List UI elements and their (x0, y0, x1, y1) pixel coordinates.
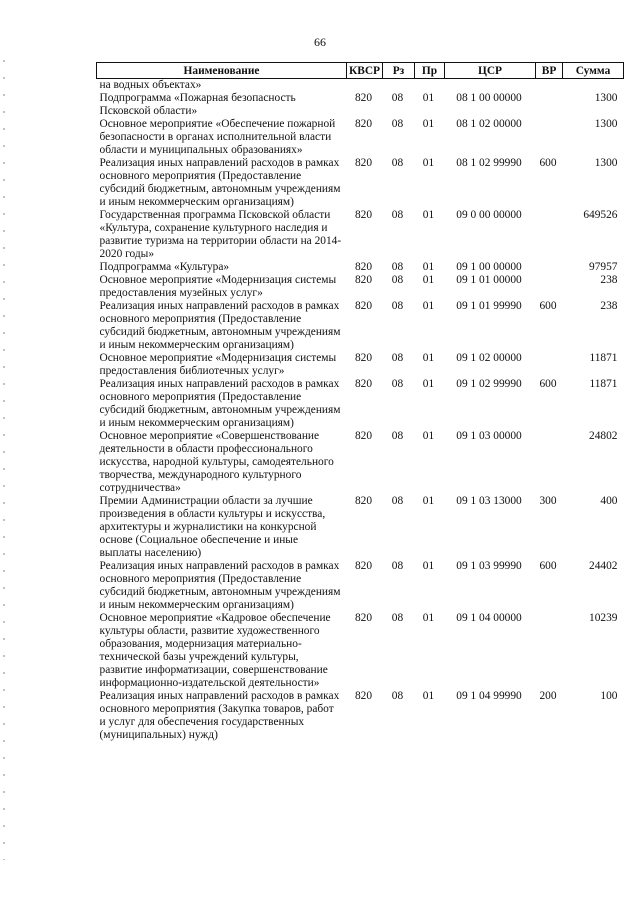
cell-pr (415, 79, 445, 93)
cell-pr: 01 (422, 92, 435, 104)
cell-name: Реализация иных направлений расходов в рамках основного мероприятия (Предоставление субсидий бюджетным, автономным учреждениям и иным некоммерческим организациям) (99, 157, 341, 208)
cell-rz: 08 (391, 690, 404, 702)
header-kvsr: КВСР (347, 63, 383, 79)
cell-name: Подпрограмма «Культура» (99, 261, 230, 273)
cell-csr: 09 0 00 00000 (456, 209, 522, 221)
cell-csr: 09 1 02 99990 (456, 378, 522, 390)
cell-rz: 08 (391, 612, 404, 624)
cell-sum: 400 (600, 495, 618, 507)
cell-pr: 01 (422, 690, 435, 702)
cell-vr (536, 261, 563, 274)
cell-name: Реализация иных направлений расходов в рамках основного мероприятия (Предоставление субсидий бюджетным, автономным учреждениям и иным некоммерческим организациям) (99, 560, 341, 611)
page-number: 66 (314, 35, 326, 49)
cell-vr (536, 118, 563, 157)
cell-vr: 600 (539, 560, 557, 572)
cell-rz (383, 79, 415, 93)
cell-csr: 09 1 04 99990 (456, 690, 522, 702)
table-header-row (97, 63, 624, 79)
header-sum: Сумма (563, 63, 624, 79)
header-name: Наименование (97, 63, 347, 79)
budget-table (96, 62, 624, 742)
cell-sum: 1300 (594, 118, 618, 130)
cell-csr: 09 1 02 00000 (456, 352, 522, 364)
cell-name: Реализация иных направлений расходов в рамках основного мероприятия (Закупка товаров, работ и услуг для обеспечения государственных (муниципальных) нужд) (99, 690, 340, 741)
cell-csr: 08 1 02 00000 (456, 118, 522, 130)
table-row (97, 560, 624, 612)
cell-vr (536, 352, 563, 378)
cell-name: Основное мероприятие «Модернизация системы предоставления библиотечных услуг» (99, 352, 337, 377)
table-row (97, 378, 624, 430)
cell-pr: 01 (422, 612, 435, 624)
table-row (97, 495, 624, 560)
cell-rz: 08 (391, 118, 404, 130)
cell-kvsr: 820 (354, 430, 373, 442)
cell-name: Основное мероприятие «Кадровое обеспечение культуры области, развитие художественного образования, модернизация материально-технической базы учреждений культуры, развитие информатизации, совершенствование информационно-издательской деятельности» (99, 612, 331, 689)
cell-kvsr: 820 (354, 352, 373, 364)
cell-pr: 01 (422, 378, 435, 390)
table-row (97, 352, 624, 378)
cell-name: Государственная программа Псковской области «Культура, сохранение культурного наследия и развитие туризма на территории области на 2014-2020 годы» (99, 209, 342, 260)
cell-kvsr: 820 (354, 495, 373, 507)
cell-vr (536, 92, 563, 118)
cell-kvsr: 820 (354, 300, 373, 312)
table-body (97, 79, 624, 743)
cell-vr (536, 274, 563, 300)
table-row (97, 79, 624, 93)
cell-name: Основное мероприятие «Обеспечение пожарной безопасности в органах исполнительной власти области и муниципальных образованиях» (99, 118, 336, 156)
cell-rz: 08 (391, 274, 404, 286)
cell-pr: 01 (422, 560, 435, 572)
cell-vr (536, 612, 563, 690)
cell-sum: 1300 (594, 92, 618, 104)
cell-kvsr: 820 (354, 157, 373, 169)
cell-pr: 01 (422, 300, 435, 312)
cell-name: на водных объектах» (99, 79, 202, 91)
cell-vr: 600 (539, 378, 557, 390)
cell-rz: 08 (391, 300, 404, 312)
cell-kvsr: 820 (354, 118, 373, 130)
cell-csr: 09 1 00 00000 (456, 261, 522, 273)
cell-csr: 09 1 04 00000 (456, 612, 522, 624)
table-row (97, 612, 624, 690)
cell-name: Премии Администрации области за лучшие произведения в области культуры и искусства, архитектуры и журналистики на конкурсной основе (Социальное обеспечение и иные выплаты населению) (99, 495, 326, 559)
cell-kvsr: 820 (354, 261, 373, 273)
cell-vr: 300 (539, 495, 557, 507)
cell-csr: 09 1 03 13000 (456, 495, 522, 507)
cell-rz: 08 (391, 560, 404, 572)
cell-name: Основное мероприятие «Модернизация системы предоставления музейных услуг» (99, 274, 337, 299)
cell-sum (563, 79, 624, 93)
table-row (97, 92, 624, 118)
cell-sum: 10239 (589, 612, 618, 624)
cell-sum: 24802 (589, 430, 618, 442)
cell-kvsr: 820 (354, 612, 373, 624)
table-row (97, 118, 624, 157)
table-row (97, 690, 624, 742)
cell-sum: 97957 (589, 261, 618, 273)
cell-sum: 238 (600, 300, 618, 312)
cell-sum: 1300 (594, 157, 618, 169)
cell-csr: 08 1 02 99990 (456, 157, 522, 169)
cell-kvsr: 820 (354, 209, 373, 221)
cell-rz: 08 (391, 352, 404, 364)
cell-pr: 01 (422, 118, 435, 130)
cell-name: Реализация иных направлений расходов в рамках основного мероприятия (Предоставление субсидий бюджетным, автономным учреждениям и иным некоммерческим организациям) (99, 300, 341, 351)
cell-csr: 08 1 00 00000 (456, 92, 522, 104)
cell-rz: 08 (391, 92, 404, 104)
cell-rz: 08 (391, 430, 404, 442)
header-rz: Рз (383, 63, 415, 79)
cell-kvsr (347, 79, 383, 93)
table-row (97, 300, 624, 352)
cell-sum: 24402 (589, 560, 618, 572)
cell-rz: 08 (391, 209, 404, 221)
cell-kvsr: 820 (354, 274, 373, 286)
cell-sum: 11871 (589, 352, 618, 364)
cell-sum: 100 (600, 690, 618, 702)
table-row (97, 274, 624, 300)
cell-kvsr: 820 (354, 690, 373, 702)
header-csr: ЦСР (445, 63, 536, 79)
cell-sum: 649526 (583, 209, 618, 221)
cell-sum: 11871 (589, 378, 618, 390)
cell-vr: 600 (539, 300, 557, 312)
cell-rz: 08 (391, 495, 404, 507)
cell-pr: 01 (422, 495, 435, 507)
table-row (97, 157, 624, 209)
cell-kvsr: 820 (354, 560, 373, 572)
cell-vr (536, 79, 563, 93)
cell-sum: 238 (600, 274, 618, 286)
cell-vr: 200 (539, 690, 557, 702)
cell-rz: 08 (391, 261, 404, 273)
cell-csr: 09 1 03 99990 (456, 560, 522, 572)
cell-pr: 01 (422, 209, 435, 221)
cell-pr: 01 (422, 261, 435, 273)
cell-pr: 01 (422, 352, 435, 364)
cell-kvsr: 820 (354, 92, 373, 104)
cell-pr: 01 (422, 430, 435, 442)
cell-csr: 09 1 03 00000 (456, 430, 522, 442)
table-row (97, 209, 624, 261)
table-row (97, 261, 624, 274)
cell-csr: 09 1 01 00000 (456, 274, 522, 286)
cell-vr: 600 (539, 157, 557, 169)
scan-edge-marks (3, 60, 5, 860)
cell-vr (536, 430, 563, 495)
cell-name: Реализация иных направлений расходов в рамках основного мероприятия (Предоставление субсидий бюджетным, автономным учреждениям и иным некоммерческим организациям) (99, 378, 341, 429)
cell-name: Основное мероприятие «Совершенствование деятельности в области профессионального искусства, народной культуры, самодеятельного творчества, международного культурного сотрудничества» (99, 430, 334, 494)
table-row (97, 430, 624, 495)
header-vr: ВР (536, 63, 563, 79)
cell-csr (445, 79, 536, 93)
cell-csr: 09 1 01 99990 (456, 300, 522, 312)
cell-rz: 08 (391, 378, 404, 390)
cell-kvsr: 820 (354, 378, 373, 390)
cell-rz: 08 (391, 157, 404, 169)
cell-vr (536, 209, 563, 261)
header-pr: Пр (415, 63, 445, 79)
cell-pr: 01 (422, 274, 435, 286)
cell-name: Подпрограмма «Пожарная безопасность Псковской области» (99, 92, 296, 117)
cell-pr: 01 (422, 157, 435, 169)
